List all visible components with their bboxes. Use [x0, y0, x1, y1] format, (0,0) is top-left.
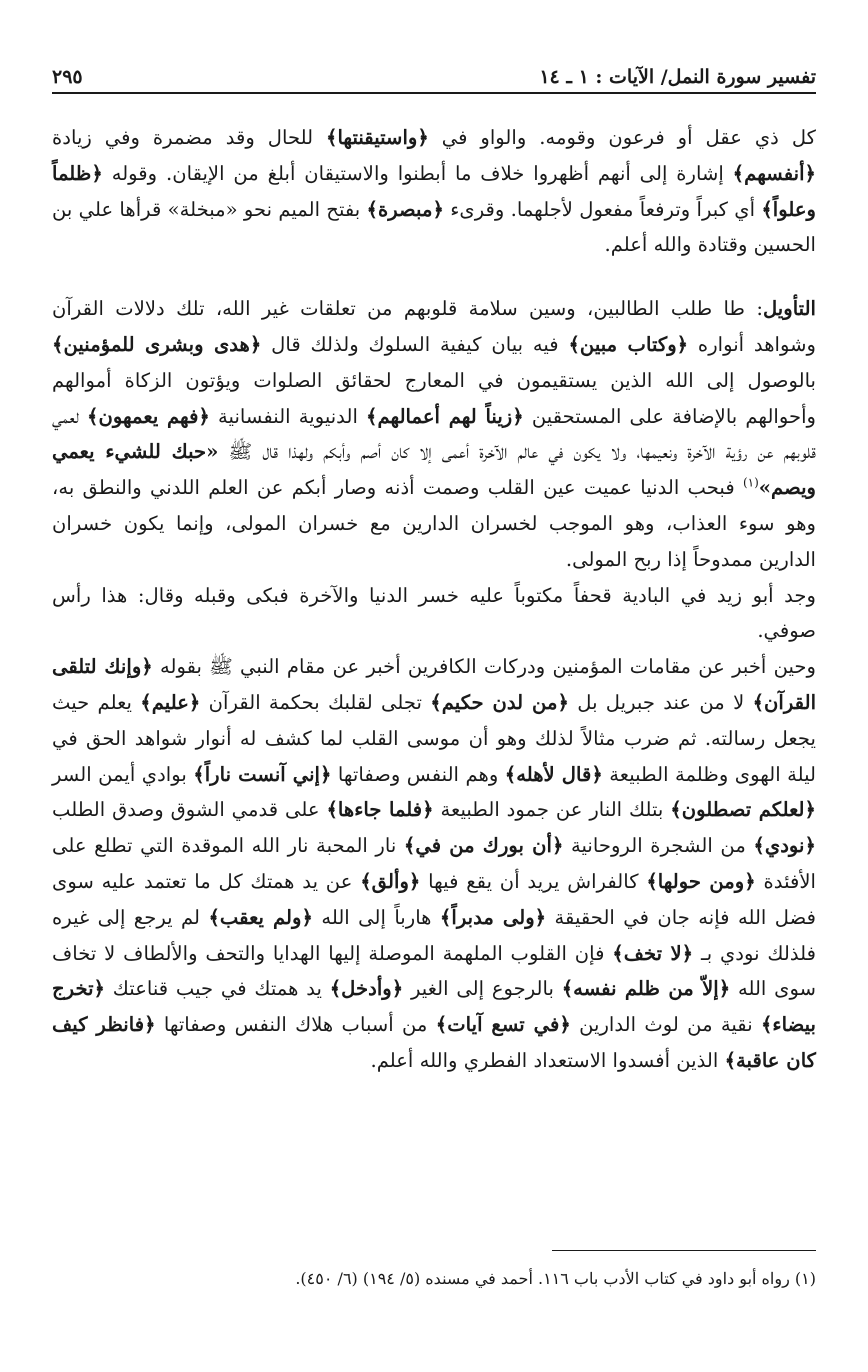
- text-run: وجد أبو زيد في البادية قحفاً مكتوباً عليه خسر الدنيا والآخرة فبكى وقبله وقال: هذا رأس صوفي.: [52, 583, 816, 643]
- text-run: وهم النفس وصفاتها: [331, 762, 505, 786]
- text-run: أي كبراً وترفعاً مفعول لأجلهما. وقرىء: [443, 197, 762, 221]
- text-run: للحال وقد مضمرة وفي زيادة: [52, 126, 326, 149]
- text-run: كالفراش يريد أن يقع فيها: [420, 869, 647, 893]
- quranic-phrase: ﴿فهم يعمهون﴾: [87, 404, 210, 428]
- header-rule: [52, 92, 816, 94]
- text-run: الدنيوية النفسانية: [209, 404, 367, 428]
- text-run: بوادي أيمن السر: [52, 762, 194, 786]
- quranic-phrase: ﴿تخرج بيضاء﴾: [52, 977, 816, 1037]
- quranic-phrase: ﴿أنفسهم﴾: [732, 161, 816, 185]
- text-run: بالوصول إلى الله الذين يستقيمون في المعارج لحقائق الصلوات ويؤتون الزكاة أموالهم وأحوالهم بالإضافة على المستحقين: [52, 368, 816, 428]
- paragraph-1: [52, 120, 816, 263]
- footnote-marker: (١): [742, 475, 759, 490]
- quranic-phrase: «حبك للشيء يعمي ويصم»: [52, 440, 816, 500]
- quranic-phrase: ﴿وكتاب مبين﴾: [568, 332, 689, 356]
- quranic-phrase: ﴿في تسع آيات﴾: [435, 1013, 571, 1037]
- quranic-phrase: ﴿قال لأهله﴾: [504, 762, 603, 786]
- quranic-phrase: ﴿فانظر كيف كان عاقبة﴾: [52, 1013, 816, 1072]
- text-run: من الشجرة الروحانية: [563, 834, 754, 858]
- text-run: الذين أفسدوا الاستعداد الفطري والله أعلم.: [370, 1048, 725, 1072]
- text-run: يعلم حيث يجعل رسالته. ثم ضرب مثالاً لذلك وهو أن موسى القلب لما كشف له أنوار شواهد الحق في ليلة الهوى وظلمة الطبيعة: [52, 690, 817, 786]
- text-run: من أسباب هلاك النفس وصفاتها: [155, 1013, 436, 1037]
- paragraph-3: [52, 578, 816, 650]
- text-run: إشارة إلى أنهم أظهروا خلاف ما أبطنوا والاستيقان أبلغ من الإيقان. وقوله: [102, 161, 733, 185]
- text-run: : طا طلب الطالبين، وسين سلامة قلوبهم من تعلقات غير الله، تلك دلالات القرآن وشواهد أنواره: [52, 297, 816, 356]
- quranic-phrase: التأويل: [762, 297, 816, 321]
- quranic-phrase: ﴿عليم﴾: [140, 690, 201, 714]
- text-run: نار المحبة نار الله الموقدة التي تطلع على الأفئدة: [52, 834, 816, 893]
- quranic-phrase: ﴿نودي﴾: [753, 834, 816, 858]
- quranic-phrase: ﴿إني آنست ناراً﴾: [193, 762, 332, 786]
- quranic-phrase: ﴿وإنك لتلقى القرآن﴾: [52, 655, 817, 714]
- text-run: كل ذي عقل أو فرعون وقومه. والواو في: [428, 126, 816, 149]
- running-header: [52, 58, 816, 88]
- quranic-phrase: ﴿لعلكم تصطلون﴾: [670, 798, 816, 822]
- text-run: فيه بيان كيفية السلوك ولذلك قال: [261, 332, 569, 356]
- quranic-phrase: ﴿لا تخف﴾: [612, 941, 694, 965]
- text-run: نقية من لوث الدارين: [570, 1013, 761, 1037]
- text-run: على قدمي الشوق وصدق الطلب: [52, 798, 327, 822]
- paragraph-4: [52, 649, 816, 1079]
- text-run: لم يرجع إلى غيره فلذلك نودي بـ: [52, 905, 817, 965]
- running-title: تفسير سورة النمل/ الآيات : ١ ـ ١٤: [539, 66, 816, 88]
- quranic-phrase: ﴿واستيقنتها﴾: [325, 126, 429, 149]
- text-run: هارباً إلى الله: [312, 905, 440, 929]
- quranic-phrase: ﴿إلاّ من ظلم نفسه﴾: [561, 977, 731, 1001]
- quranic-phrase: ﴿هدى وبشرى للمؤمنين﴾: [52, 332, 262, 356]
- page-body: [52, 58, 816, 1079]
- paragraph-2: [52, 291, 816, 577]
- text-run: بتلك النار عن جمود الطبيعة: [433, 798, 671, 822]
- quranic-phrase: ﴿ولم يعقب﴾: [208, 905, 313, 929]
- text-run: فإن القلوب الملهمة الموصلة إليها الهدايا والتحف والألطاف لا تخاف سوى الله: [52, 941, 816, 1001]
- text-run: عن يد همتك كل ما تعتمد عليه سوى فضل الله فإنه جان في الحقيقة: [52, 869, 816, 929]
- quranic-phrase: ﴿أن بورك من في﴾: [403, 834, 564, 858]
- text-run: بالرجوع إلى الغير: [403, 977, 562, 1001]
- quranic-phrase: ﴿ولى مدبراً﴾: [439, 905, 547, 929]
- quranic-phrase: ﴿ظلماً وعلواً﴾: [52, 161, 816, 221]
- text-run: فبحب الدنيا عميت عين القلب وصمت أذنه وصار أبكم عن العلم اللدني والنطق به، وهو سوء العذاب، وهو الموجب لخسران الدارين مع خسران المولى، وإنما يكون خسران الدارين ممدوحاً إذا ربح المولى.: [52, 476, 816, 571]
- quranic-phrase: ﴿مبصرة﴾: [366, 197, 444, 221]
- quranic-phrase: ﴿فلما جاءها﴾: [326, 798, 434, 822]
- footnote-rule: [552, 1250, 816, 1251]
- quranic-phrase: ﴿ومن حولها﴾: [646, 869, 756, 893]
- text-run: وحين أخبر عن مقامات المؤمنين ودركات الكافرين أخبر عن مقام النبي ﷺ بقوله: [152, 655, 816, 679]
- text-run: لا من عند جبريل بل: [568, 690, 753, 714]
- footnote: (١) رواه أبو داود في كتاب الأدب باب ١١٦. أحمد في مسنده (٥/ ١٩٤) (٦/ ٤٥٠).: [295, 1269, 816, 1288]
- page-number: ٢٩٥: [52, 66, 83, 88]
- quranic-phrase: ﴿من لدن حكيم﴾: [430, 690, 569, 714]
- quranic-phrase: ﴿وأدخل﴾: [329, 977, 404, 1001]
- text-run: يد همتك في جيب قناعتك: [105, 977, 330, 1001]
- text-run: تجلى لقلبك بحكمة القرآن: [200, 690, 431, 714]
- quranic-phrase: ﴿زيناً لهم أعمالهم﴾: [366, 404, 524, 428]
- text-run: بفتح الميم نحو «مبخلة» قرأها علي بن الحسين وقتادة والله أعلم.: [52, 197, 816, 257]
- text-run: لعمي قلوبهم عن رؤية الآخرة ونعيمها، ولا يكون في عالم الآخرة أعمى إلا كان أصم وأبكم ولهذا قال ﷺ: [52, 404, 816, 464]
- quranic-phrase: ﴿وألق﴾: [360, 869, 421, 893]
